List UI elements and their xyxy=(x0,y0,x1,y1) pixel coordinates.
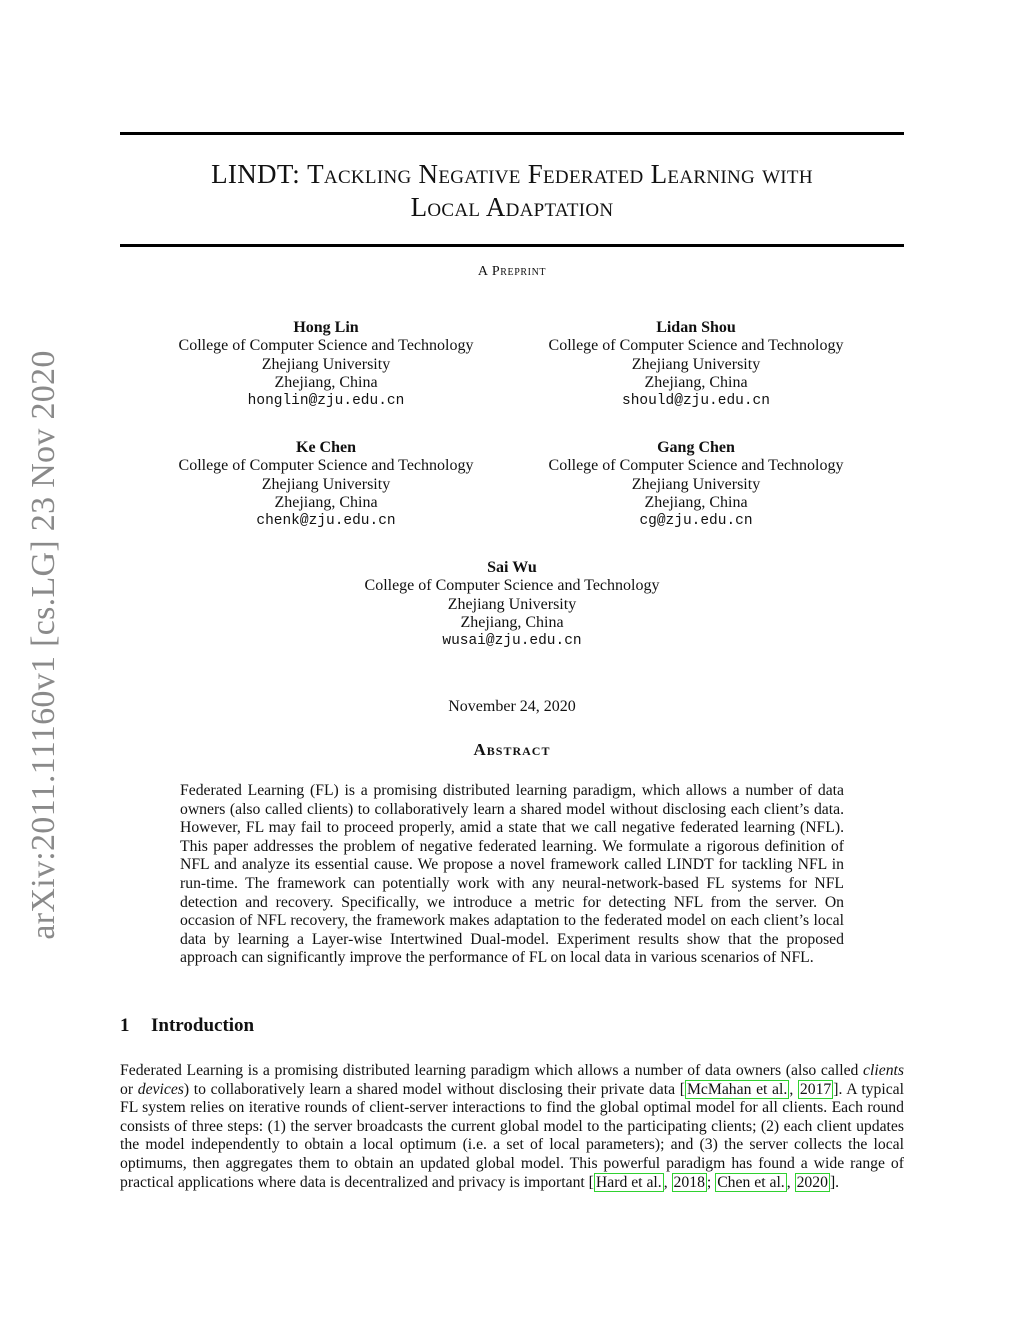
abstract-heading: Abstract xyxy=(473,740,551,759)
author-email: cg@zju.edu.cn xyxy=(639,513,753,530)
intro-text: ]. A typical FL system relies on iterative rounds of client-server interactions to find the global optimal model for all clients. Each round consists of three steps: (1) the server broadcasts the current global model to the participating clients; (2) each client updates the model independently to obtain a local optimum (i.e. a set of local parameters); and (3) the server collects the local optimums, then aggregates them to obtain an updated global model. This powerful paradigm has found a wide range of practical applications where data is decentralized and privacy is important [ xyxy=(120,1080,905,1191)
title-line2: Local Adaptation xyxy=(410,192,614,222)
section-heading xyxy=(120,1015,904,1037)
author-name: Lidan Shou xyxy=(656,319,736,336)
author-dept: College of Computer Science and Technology xyxy=(364,577,660,595)
citation-link[interactable]: McMahan et al. xyxy=(686,1080,788,1098)
title-prefix: LINDT: xyxy=(211,159,308,189)
title-rule-top xyxy=(120,132,904,135)
author-dept: College of Computer Science and Technology xyxy=(548,457,844,475)
author-name: Hong Lin xyxy=(293,319,359,336)
paper-title xyxy=(120,158,904,224)
author-email: wusai@zju.edu.cn xyxy=(442,633,582,650)
intro-text: ]. xyxy=(829,1173,840,1191)
author-block xyxy=(146,439,506,530)
citation-link[interactable]: 2020 xyxy=(796,1173,828,1191)
author-univ: Zhejiang University xyxy=(447,595,577,613)
author-name: Ke Chen xyxy=(296,439,356,456)
intro-text: or xyxy=(120,1080,138,1098)
author-name: Sai Wu xyxy=(487,559,537,576)
author-block xyxy=(516,439,876,530)
citation-link[interactable]: Chen et al. xyxy=(717,1173,785,1191)
title-rule-bottom xyxy=(120,244,904,247)
citation-separator: , xyxy=(786,1173,795,1191)
author-block xyxy=(146,319,506,410)
author-univ: Zhejiang University xyxy=(631,475,761,493)
author-location: Zhejiang, China xyxy=(460,613,564,631)
section-title: Introduction xyxy=(151,1015,255,1036)
author-name: Gang Chen xyxy=(657,439,735,456)
author-block xyxy=(516,319,876,410)
author-univ: Zhejiang University xyxy=(261,475,391,493)
author-dept: College of Computer Science and Technology xyxy=(178,337,474,355)
intro-text: ) to collaboratively learn a shared model without disclosing their private data [ xyxy=(183,1080,685,1098)
author-email: honglin@zju.edu.cn xyxy=(247,393,405,410)
citation-link[interactable]: Hard et al. xyxy=(595,1173,662,1191)
author-location: Zhejiang, China xyxy=(644,373,748,391)
intro-emphasis: devices xyxy=(137,1080,184,1098)
citation-separator: , xyxy=(789,1080,798,1098)
abstract-text: Federated Learning (FL) is a promising distributed learning paradigm, which allows a number of data owners (also called clients) to collaboratively learn a shared model without disclosing each client’s data. However, FL may fail to proceed properly, amid a state that we call negative federated learning (NFL). This paper addresses the problem of negative federated learning. We formulate a rigorous definition of NFL and analyze its essential cause. We propose a novel framework called LINDT for tackling NFL in run-time. The framework can potentially work with any neural-network-based FL systems for NFL detection and recovery. Specifically, we introduce a metric for detecting NFL from the server. On occasion of NFL recovery, the framework makes adaptation to the federated model on each client’s local data by learning a Layer-wise Intertwined Dual-model. Experiment results show that the proposed approach can significantly improve the performance of FL on local data in various scenarios of NFL. xyxy=(180,782,844,967)
section-number: 1 xyxy=(120,1015,130,1036)
intro-emphasis: clients xyxy=(863,1062,904,1079)
citation-link[interactable]: 2017 xyxy=(799,1080,832,1098)
author-location: Zhejiang, China xyxy=(274,493,378,511)
preprint-label: A Preprint xyxy=(477,264,547,279)
author-univ: Zhejiang University xyxy=(261,355,391,373)
author-dept: College of Computer Science and Technology xyxy=(548,337,844,355)
author-email: chenk@zju.edu.cn xyxy=(256,513,396,530)
arxiv-identifier: arXiv:2011.11160v1 [cs.LG] 23 Nov 2020 xyxy=(25,350,62,940)
citation-separator: ; xyxy=(706,1173,716,1191)
intro-text: Federated Learning is a promising distributed learning paradigm which allows a number of data owners (also called xyxy=(120,1062,864,1079)
paper-date: November 24, 2020 xyxy=(448,698,576,715)
author-block xyxy=(332,559,692,650)
author-univ: Zhejiang University xyxy=(631,355,761,373)
title-line1: Tackling Negative Federated Learning with xyxy=(307,159,813,189)
author-dept: College of Computer Science and Technology xyxy=(178,457,474,475)
author-location: Zhejiang, China xyxy=(274,373,378,391)
citation-link[interactable]: 2018 xyxy=(673,1173,705,1191)
intro-paragraph xyxy=(120,1062,904,1192)
author-location: Zhejiang, China xyxy=(644,493,748,511)
author-email: should@zju.edu.cn xyxy=(622,393,770,410)
citation-separator: , xyxy=(663,1173,672,1191)
